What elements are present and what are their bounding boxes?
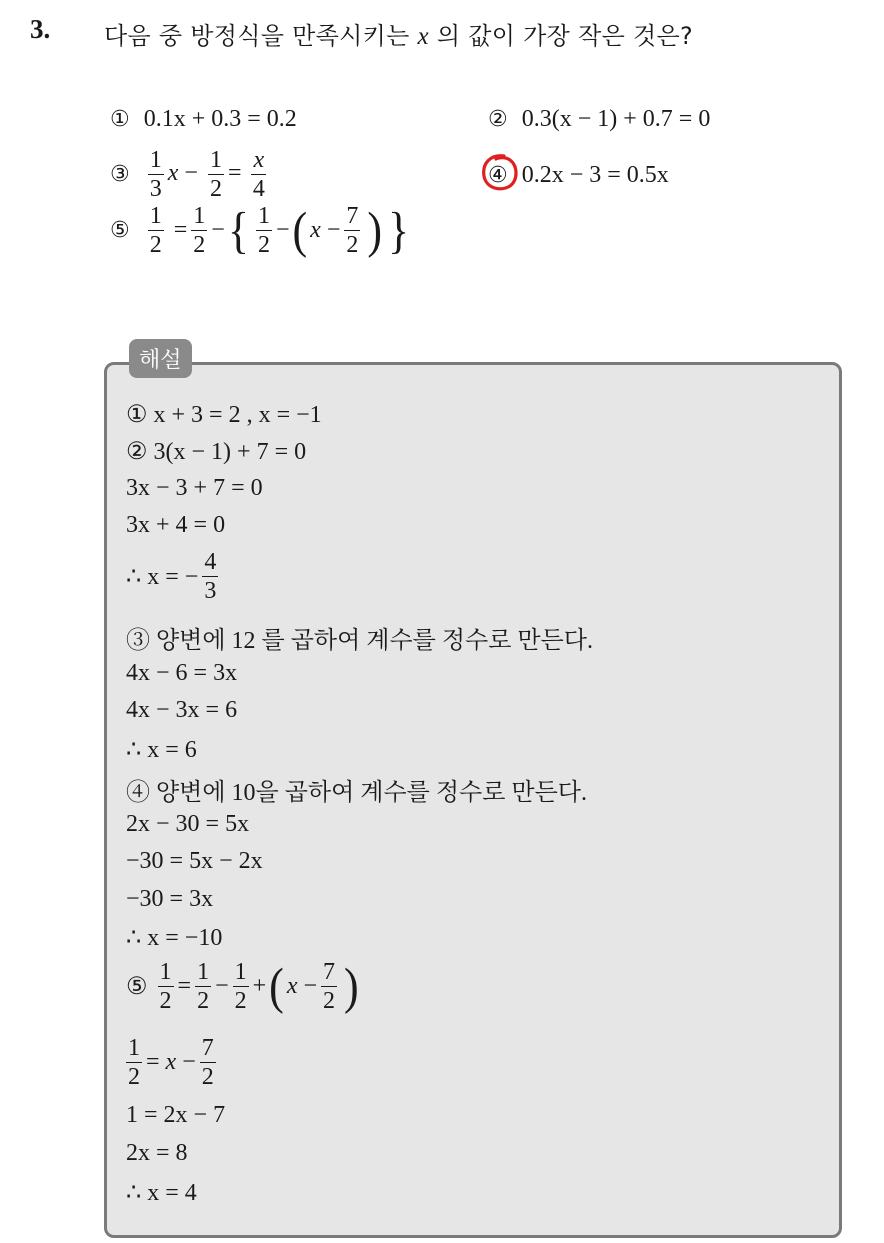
choice-1-expression: 0.1x + 0.3 = 0.2 [143, 106, 297, 132]
solution-line-3: 3x − 3 + 7 = 0 [126, 475, 263, 501]
question-variable: x [417, 23, 429, 50]
solution-line-12: −30 = 5x − 2x [126, 848, 263, 874]
solution-line-13: −30 = 3x [126, 886, 214, 912]
solution-line-11: 2x − 30 = 5x [126, 811, 250, 837]
solution-line-8: 4x − 3x = 6 [126, 697, 238, 723]
solution-line-7: 4x − 6 = 3x [126, 660, 238, 686]
solution-line-16: $\frac{1}{2}$ = x − $\frac{7}{2}$ [128, 1035, 214, 1090]
choice-4-expression: 0.2x − 3 = 0.5x [521, 162, 669, 188]
solution-line-2: ② 3(x − 1) + 7 = 0 [126, 439, 307, 465]
question-text-before: 다음 중 방정식을 만족시키는 [104, 22, 410, 50]
question-text-after: 의 값이 가장 작은 것은? [436, 22, 693, 50]
choice-5-number: ⑤ [110, 218, 130, 243]
choice-3-expression: $\frac{1}{3}$ x − $\frac{1}{2}$ = $\frac{x}{4}$ [149, 147, 265, 202]
solution-line-15-number: ⑤ [126, 974, 148, 1000]
choice-2-number: ② [488, 107, 508, 132]
choice-4-number: ④ [488, 163, 508, 188]
choice-2[interactable] [488, 106, 710, 133]
choice-5[interactable] [110, 201, 412, 259]
choice-3-number: ③ [110, 162, 130, 187]
solution-line-10: ④ 양변에 10을 곱하여 계수를 정수로 만든다. [126, 780, 587, 806]
solution-line-5: ∴ x = − $\frac{4}{3}$ [126, 549, 217, 604]
solution-line-18: 2x = 8 [126, 1140, 188, 1166]
solution-line-1: ① x + 3 = 2 , x = −1 [126, 402, 322, 428]
choice-5-expression: $\frac{1}{2}$ = $\frac{1}{2}$ − { $\frac{1}{2}$ − ( x − $\frac{7}{2}$ ) } [149, 201, 410, 259]
choice-1[interactable] [110, 106, 297, 133]
solution-line-5-prefix: ∴ x = − [126, 564, 199, 590]
choice-1-number: ① [110, 107, 130, 132]
solution-line-17: 1 = 2x − 7 [126, 1102, 226, 1128]
solution-line-14: ∴ x = −10 [126, 925, 223, 951]
solution-line-15: ⑤ $\frac{1}{2}$ = $\frac{1}{2}$ − $\frac{1}{2}$ + ( x − $\frac{7}{2}$ ) [126, 957, 359, 1015]
solution-line-4: 3x + 4 = 0 [126, 512, 226, 538]
choice-2-expression: 0.3(x − 1) + 0.7 = 0 [521, 106, 711, 132]
solution-tag: 해설 [129, 339, 192, 378]
solution-line-9: ∴ x = 6 [126, 737, 197, 763]
question-text [104, 16, 693, 51]
solution-line-19: ∴ x = 4 [126, 1180, 197, 1206]
answer-circle-mark [480, 152, 520, 194]
question-number: 3. [30, 14, 51, 44]
solution-line-6: ③ 양변에 12 를 곱하여 계수를 정수로 만든다. [126, 628, 593, 654]
choice-3[interactable] [110, 148, 270, 201]
